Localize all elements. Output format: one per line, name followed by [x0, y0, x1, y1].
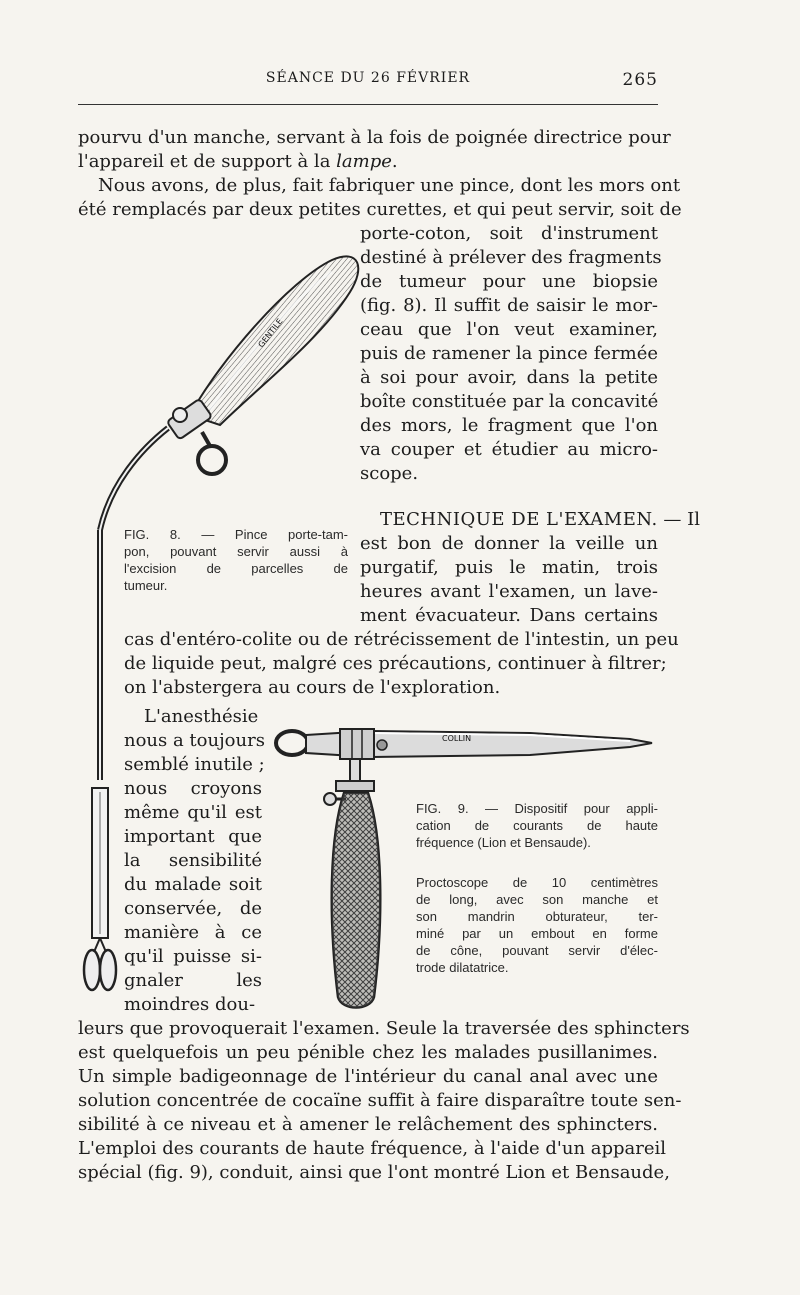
caption-line: fréquence (Lion et Bensaude). [416, 835, 591, 850]
text-line: Nous avons, de plus, fait fabriquer une pince, dont les mors ont [98, 175, 681, 196]
caption-line: trode dilatatrice. [416, 960, 509, 975]
text-line: qu'il puisse si- [124, 946, 262, 967]
text-line: L'anesthésie [144, 706, 259, 727]
text-line: à soi pour avoir, dans la petite [360, 367, 658, 388]
caption-line: l'excision de parcelles de [124, 561, 348, 576]
italic-word: lampe [336, 151, 392, 172]
text-line: cas d'entéro-colite ou de rétrécissement de l'intestin, un peu [124, 629, 679, 650]
engraving-text: GENTILE [256, 316, 285, 350]
text-line: ment évacuateur. Dans certains [360, 605, 658, 626]
text-line: sibilité à ce niveau et à amener le relâchement des sphincters. [78, 1114, 658, 1135]
caption-line: FIG. 8. — Pince porte-tam- [124, 527, 348, 542]
running-head-title: SÉANCE DU 26 FÉVRIER [265, 70, 471, 86]
text-line: L'emploi des courants de haute fréquence, à l'aide d'un appareil [78, 1138, 667, 1159]
text-line: va couper et étudier au micro- [360, 439, 658, 460]
text-line: même qu'il est [124, 802, 262, 823]
text-line: conservée, de [124, 898, 262, 919]
text-line: purgatif, puis le matin, trois [360, 557, 658, 578]
text-line: de liquide peut, malgré ces précautions, continuer à filtrer; [124, 653, 667, 674]
text-line: important que [124, 826, 262, 847]
text-line: destiné à prélever des fragments [360, 247, 662, 268]
text-line: des mors, le fragment que l'on [360, 415, 658, 436]
text-line: TECHNIQUE DE L'EXAMEN. — Il [380, 509, 700, 530]
text-line: scope. [360, 463, 419, 484]
text-line: heures avant l'examen, un lave- [360, 581, 658, 602]
page-number: 265 [622, 70, 658, 90]
fig9-proctoscope-illustration [270, 715, 660, 1015]
text-line: nous a toujours [124, 730, 265, 751]
text-line: Un simple badigeonnage de l'intérieur du canal anal avec une [78, 1066, 658, 1087]
caption-line: cation de courants de haute [416, 818, 658, 833]
text-line: l'appareil et de support à la lampe. [78, 151, 398, 172]
caption-line: de long, avec son manche et [416, 892, 658, 907]
running-head [78, 70, 658, 92]
text-line: du malade soit [124, 874, 262, 895]
text-line: été remplacés par deux petites curettes, et qui peut servir, soit de [78, 199, 682, 220]
caption-line: son mandrin obturateur, ter- [416, 909, 658, 924]
text-line: leurs que provoquerait l'examen. Seule la traversée des sphincters [78, 1018, 690, 1039]
text-line: la sensibilité [124, 850, 262, 871]
engraving-text: COLLIN [442, 734, 472, 743]
text-line: nous croyons [124, 778, 262, 799]
caption-line: de cône, pouvant servir d'élec- [416, 943, 658, 958]
text-line: moindres dou- [124, 994, 256, 1015]
text-line: est bon de donner la veille un [360, 533, 658, 554]
text-line: ceau que l'on veut examiner, [360, 319, 658, 340]
text-line: solution concentrée de cocaïne suffit à faire disparaître toute sen- [78, 1090, 682, 1111]
caption-line: miné par un embout en forme [416, 926, 658, 941]
text-line: boîte constituée par la concavité [360, 391, 659, 412]
text-line: manière à ce [124, 922, 262, 943]
text-line: porte-coton, soit d'instrument [360, 223, 658, 244]
text-line: de tumeur pour une biopsie [360, 271, 658, 292]
text-line: pourvu d'un manche, servant à la fois de poignée directrice pour [78, 127, 671, 148]
text-line: gnaler les [124, 970, 262, 991]
caption-line: pon, pouvant servir aussi à [124, 544, 348, 559]
text-line: est quelquefois un peu pénible chez les malades pusillanimes. [78, 1042, 658, 1063]
text-line: spécial (fig. 9), conduit, ainsi que l'ont montré Lion et Bensaude, [78, 1162, 670, 1183]
text-line: puis de ramener la pince fermée [360, 343, 658, 364]
caption-line: Proctoscope de 10 centimètres [416, 875, 658, 890]
text-line: (fig. 8). Il suffit de saisir le mor- [360, 295, 658, 316]
caption-line: tumeur. [124, 578, 168, 593]
header-rule [78, 104, 658, 105]
caption-line: FIG. 9. — Dispositif pour appli- [416, 801, 658, 816]
text-line: on l'abstergera au cours de l'exploration. [124, 677, 501, 698]
section-heading: TECHNIQUE DE L'EXAMEN. [380, 509, 658, 530]
text-line: semblé inutile ; [124, 754, 265, 775]
